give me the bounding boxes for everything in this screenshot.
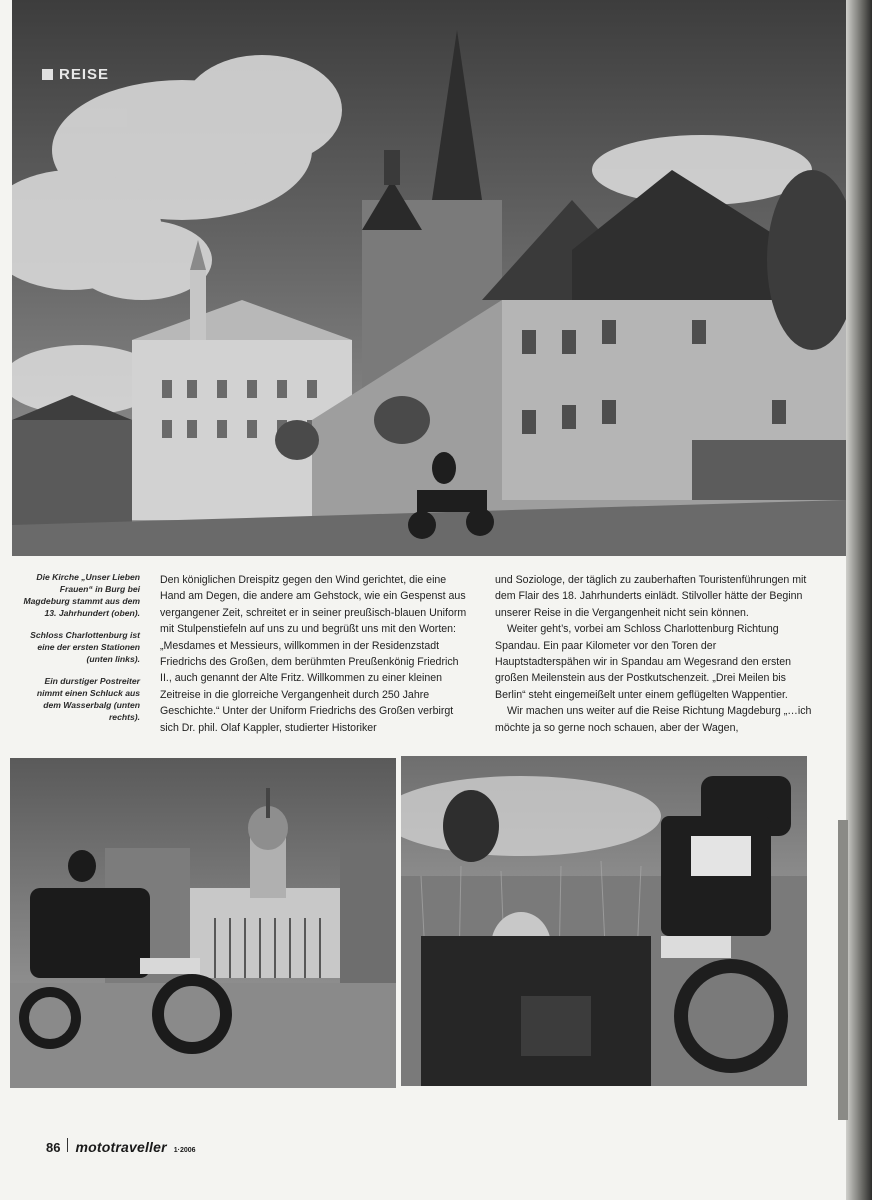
- article-paragraph: und Soziologe, der täglich zu zauberhaften Touristenführungen mit dem Flair des 18. Jahrhunderts einlädt. Stilvoller hätte der Beginn unserer Reise in die Vergangenheit nicht sein können.: [495, 574, 807, 619]
- article-column-2: [495, 572, 813, 736]
- section-square-icon: [42, 69, 53, 80]
- footer-divider: [67, 1138, 68, 1152]
- hero-photo-burg-church: [12, 0, 846, 556]
- caption-top: Die Kirche „Unser Lieben Frauen“ in Burg bei Magdeburg stammt aus dem 13. Jahrhundert (oben).: [23, 572, 140, 618]
- adjacent-page-edge: [838, 820, 848, 1120]
- photo-captions: [20, 571, 140, 733]
- issue-number: 1·2006: [173, 1147, 196, 1154]
- page-spine-shadow: [846, 0, 872, 1200]
- article-column-1: [160, 572, 470, 736]
- photo-postreiter-field: [401, 756, 807, 1086]
- section-label-text: REISE: [59, 66, 110, 83]
- section-label: [42, 66, 109, 83]
- caption-bottom-right: Ein durstiger Postreiter nimmt einen Schluck aus dem Wasserbalg (unten rechts).: [36, 676, 140, 722]
- page-footer: [46, 1138, 196, 1155]
- page-number: 86: [46, 1140, 61, 1155]
- article-paragraph: Den königlichen Dreispitz gegen den Wind gerichtet, die eine Hand am Degen, die andere am Gehstock, wie ein Gespenst aus vergangener Zeit, schreitet er in seiner preußisch-blauen Uniform mit Stulpenstiefeln auf uns zu und begrüßt uns mit den Worten: „Mesdames et Messieurs, willkommen in der Residenzstadt Friedrichs des Großen, dem berühmten Preußenkönig Friedrich II., auch genannt der Alte Fritz. Willkommen zu einer kleinen Zeitreise in die glorreiche Vergangenheit durch 250 Jahre Geschichte.“ Unter der Uniform Friedrichs des Großen verbirgt sich Dr. phil. Olaf Kappler, studierter Historiker: [160, 574, 467, 734]
- article-paragraph: Wir machen uns weiter auf die Reise Richtung Magdeburg „…ich möchte ja so gerne noch schauen, aber der Wagen,: [495, 705, 812, 734]
- article-paragraph: Weiter geht’s, vorbei am Schloss Charlottenburg Richtung Spandau. Ein paar Kilometer vor den Toren der Hauptstadterspähen wir in Spandau am Wegesrand den ersten großen Meilenstein aus der Postkutschenzeit. „Drei Meilen bis Berlin“ steht eingemeißelt unter einem geflügelten Wappentier.: [495, 623, 792, 701]
- photo-charlottenburg: [10, 758, 396, 1088]
- caption-bottom-left: Schloss Charlottenburg ist eine der ersten Stationen (unten links).: [30, 630, 140, 664]
- magazine-logo: mototraveller: [75, 1139, 167, 1155]
